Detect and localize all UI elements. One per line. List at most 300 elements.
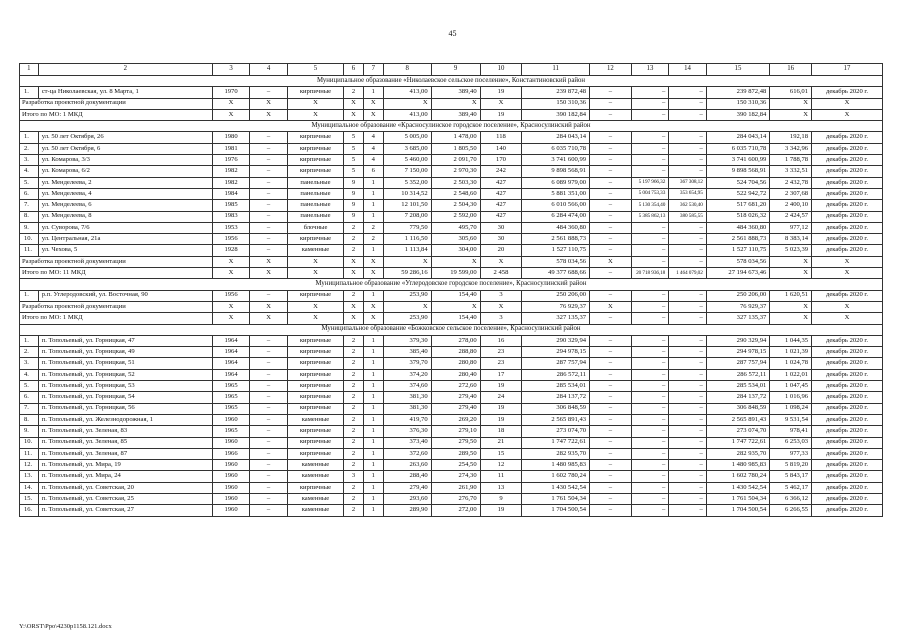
column-number: 14 (669, 64, 707, 76)
cell-c15: 285 534,01 (706, 381, 770, 392)
cell-c9: X (431, 256, 480, 267)
building-row (20, 471, 883, 482)
cell-c8: 381,30 (383, 403, 431, 414)
cell-c15: 273 074,70 (706, 426, 770, 437)
cell-c11: 2 565 891,43 (522, 414, 590, 425)
cell-c4: X (250, 313, 288, 324)
total-label: Итого по МО: 11 МКД (20, 268, 213, 279)
building-row (20, 155, 883, 166)
cell-c13: – (631, 448, 669, 459)
cell-c16: 6 266,55 (770, 505, 812, 516)
cell-c16: X (770, 301, 812, 312)
cell-c4: – (250, 290, 288, 301)
column-number: 3 (212, 64, 250, 76)
cell-c6: 2 (344, 392, 364, 403)
cell-c13: – (631, 493, 669, 504)
cell-c7: 1 (363, 505, 383, 516)
cell-c13: – (631, 301, 669, 312)
cell-c3: 1953 (212, 222, 250, 233)
cell-c14: – (669, 109, 707, 120)
row-number: 1. (20, 87, 39, 98)
cell-c8: X (383, 98, 431, 109)
cell-c6: X (344, 301, 364, 312)
cell-c11: 6 284 474,00 (522, 211, 590, 222)
cell-c15: 2 561 888,73 (706, 234, 770, 245)
municipality-title: Муниципальное образование «Углеродовское городское поселение», Красносулинский район (20, 279, 883, 290)
cell-c14: – (669, 369, 707, 380)
cell-c9: 280,40 (431, 369, 480, 380)
cell-c15: 306 848,59 (706, 403, 770, 414)
cell-c8: 7 150,00 (383, 166, 431, 177)
cell-c12: X (590, 256, 632, 267)
cell-c6: 9 (344, 188, 364, 199)
row-number: 2. (20, 347, 39, 358)
cell-c17: декабрь 2020 г. (812, 245, 883, 256)
cell-c14: – (669, 98, 707, 109)
cell-c9: 2 970,30 (431, 166, 480, 177)
cell-c16: 1 098,24 (770, 403, 812, 414)
cell-c4: X (250, 268, 288, 279)
cell-c14: – (669, 358, 707, 369)
cell-c13: – (631, 132, 669, 143)
cell-c3: 1982 (212, 177, 250, 188)
cell-c4: – (250, 460, 288, 471)
cell-c13: – (631, 234, 669, 245)
cell-c8: 379,30 (383, 335, 431, 346)
cell-c7: 1 (363, 200, 383, 211)
cell-c9: 272,00 (431, 505, 480, 516)
cell-c7: 1 (363, 471, 383, 482)
cell-c8: 10 314,52 (383, 188, 431, 199)
cell-c4: – (250, 505, 288, 516)
cell-c5: кирпичные (287, 392, 343, 403)
cell-c11: 284 043,14 (522, 132, 590, 143)
cell-c16: 1 021,39 (770, 347, 812, 358)
cell-c15: 517 681,20 (706, 200, 770, 211)
cell-c16: 1 788,78 (770, 155, 812, 166)
cell-c7: 1 (363, 414, 383, 425)
building-row (20, 166, 883, 177)
column-number: 8 (383, 64, 431, 76)
column-number: 6 (344, 64, 364, 76)
column-number: 9 (431, 64, 480, 76)
cell-c5: кирпичные (287, 87, 343, 98)
cell-c13: – (631, 155, 669, 166)
cell-c6: X (344, 109, 364, 120)
cell-c15: 284 137,72 (706, 392, 770, 403)
row-number: 6. (20, 188, 39, 199)
cell-c3: 1960 (212, 437, 250, 448)
cell-c10: 170 (480, 155, 522, 166)
building-address: п. Топольевый, ул. Горницкая, 52 (38, 369, 212, 380)
cell-c15: 522 942,72 (706, 188, 770, 199)
building-address: п. Топольевый, ул. Горницкая, 56 (38, 403, 212, 414)
building-address: п. Топольевый, ул. Советская, 27 (38, 505, 212, 516)
cell-c14: – (669, 347, 707, 358)
cell-c8: 373,40 (383, 437, 431, 448)
cell-c12: – (590, 234, 632, 245)
cell-c11: 2 561 888,73 (522, 234, 590, 245)
cell-c17: декабрь 2020 г. (812, 211, 883, 222)
cell-c11: 273 074,70 (522, 426, 590, 437)
cell-c15: 239 872,48 (706, 87, 770, 98)
cell-c16: 3 332,51 (770, 166, 812, 177)
cell-c5: кирпичные (287, 166, 343, 177)
cell-c11: 76 929,37 (522, 301, 590, 312)
cell-c7: 1 (363, 392, 383, 403)
cell-c9: 279,40 (431, 403, 480, 414)
building-row (20, 381, 883, 392)
cell-c8: 374,60 (383, 381, 431, 392)
cell-c8: 779,50 (383, 222, 431, 233)
cell-c9: 254,50 (431, 460, 480, 471)
cell-c16: X (770, 109, 812, 120)
cell-c12: – (590, 381, 632, 392)
cell-c17: декабрь 2020 г. (812, 403, 883, 414)
cell-c8: 413,00 (383, 109, 431, 120)
cell-c10: 21 (480, 437, 522, 448)
cell-c6: 2 (344, 381, 364, 392)
cell-c10: 427 (480, 211, 522, 222)
cell-c6: 2 (344, 505, 364, 516)
cell-c9: 154,40 (431, 290, 480, 301)
cell-c17: декабрь 2020 г. (812, 369, 883, 380)
cell-c3: 1956 (212, 234, 250, 245)
cell-c10: 140 (480, 143, 522, 154)
building-address: п. Топольевый, ул. Мира, 19 (38, 460, 212, 471)
cell-c16: 5 023,39 (770, 245, 812, 256)
cell-c17: X (812, 109, 883, 120)
cell-c12: – (590, 335, 632, 346)
building-address: п. Топольевый, ул. Горницкая, 51 (38, 358, 212, 369)
cell-c11: 49 377 688,66 (522, 268, 590, 279)
cell-c13: – (631, 222, 669, 233)
cell-c9: 276,70 (431, 493, 480, 504)
cell-c9: 1 478,00 (431, 132, 480, 143)
cell-c8: 374,20 (383, 369, 431, 380)
cell-c4: – (250, 493, 288, 504)
cell-c10: 16 (480, 335, 522, 346)
cell-c11: 1 602 780,24 (522, 471, 590, 482)
cell-c7: 1 (363, 426, 383, 437)
building-row (20, 369, 883, 380)
column-number: 4 (250, 64, 288, 76)
cell-c13: – (631, 414, 669, 425)
cell-c3: X (212, 313, 250, 324)
cell-c3: 1928 (212, 245, 250, 256)
cell-c6: 2 (344, 482, 364, 493)
cell-c8: 5 005,00 (383, 132, 431, 143)
cell-c3: 1956 (212, 290, 250, 301)
cell-c5: каменные (287, 493, 343, 504)
cell-c11: 578 034,56 (522, 256, 590, 267)
cell-c13: – (631, 460, 669, 471)
cell-c15: 9 898 568,91 (706, 166, 770, 177)
design-documentation-row (20, 256, 883, 267)
cell-c14: – (669, 460, 707, 471)
cell-c5: кирпичные (287, 335, 343, 346)
cell-c17: X (812, 268, 883, 279)
cell-c17: декабрь 2020 г. (812, 290, 883, 301)
cell-c10: 19 (480, 109, 522, 120)
cell-c12: – (590, 245, 632, 256)
cell-c16: 616,01 (770, 87, 812, 98)
cell-c4: – (250, 347, 288, 358)
cell-c10: 242 (480, 166, 522, 177)
cell-c6: 9 (344, 200, 364, 211)
municipality-header-row (20, 279, 883, 290)
cell-c9: 289,50 (431, 448, 480, 459)
cell-c8: 293,60 (383, 493, 431, 504)
cell-c16: 1 047,45 (770, 381, 812, 392)
cell-c5: кирпичные (287, 482, 343, 493)
cell-c5: каменные (287, 505, 343, 516)
cell-c15: 1 527 110,75 (706, 245, 770, 256)
cell-c10: 20 (480, 245, 522, 256)
cell-c4: X (250, 98, 288, 109)
cell-c9: X (431, 98, 480, 109)
cell-c10: 12 (480, 460, 522, 471)
cell-c7: 2 (363, 234, 383, 245)
cell-c10: 30 (480, 234, 522, 245)
cell-c9: 2 592,00 (431, 211, 480, 222)
building-address: ул. Чехова, 5 (38, 245, 212, 256)
cell-c8: 263,60 (383, 460, 431, 471)
cell-c14: – (669, 143, 707, 154)
cell-c9: 2 504,30 (431, 200, 480, 211)
cell-c6: X (344, 313, 364, 324)
cell-c4: – (250, 403, 288, 414)
cell-c5: кирпичные (287, 426, 343, 437)
cell-c11: 1 747 722,61 (522, 437, 590, 448)
building-row (20, 222, 883, 233)
building-address: ул. Центральная, 21а (38, 234, 212, 245)
cell-c16: 5 819,20 (770, 460, 812, 471)
building-row (20, 87, 883, 98)
cell-c12: – (590, 143, 632, 154)
cell-c9: 2 503,30 (431, 177, 480, 188)
cell-c5: кирпичные (287, 290, 343, 301)
cell-c5: блочные (287, 222, 343, 233)
cell-c6: X (344, 268, 364, 279)
cell-c6: X (344, 256, 364, 267)
cell-c15: 1 430 542,54 (706, 482, 770, 493)
cell-c5: каменные (287, 471, 343, 482)
cell-c8: 12 101,50 (383, 200, 431, 211)
cell-c7: X (363, 313, 383, 324)
cell-c5: кирпичные (287, 403, 343, 414)
cell-c15: 286 572,11 (706, 369, 770, 380)
municipality-header-row (20, 324, 883, 335)
cell-c6: 9 (344, 177, 364, 188)
row-number: 7. (20, 403, 39, 414)
cell-c9: X (431, 301, 480, 312)
cell-c3: 1965 (212, 381, 250, 392)
cell-c5: кирпичные (287, 155, 343, 166)
cell-c5: панельные (287, 211, 343, 222)
cell-c12: – (590, 358, 632, 369)
design-documentation-label: Разработка проектной документации (20, 256, 213, 267)
cell-c13: – (631, 505, 669, 516)
building-address: п. Топольевый, ул. Горницкая, 54 (38, 392, 212, 403)
cell-c5: кирпичные (287, 347, 343, 358)
cell-c17: декабрь 2020 г. (812, 177, 883, 188)
cell-c16: 8 383,14 (770, 234, 812, 245)
cell-c17: декабрь 2020 г. (812, 358, 883, 369)
row-number: 9. (20, 222, 39, 233)
cell-c4: – (250, 200, 288, 211)
cell-c11: 285 534,01 (522, 381, 590, 392)
cell-c10: 11 (480, 471, 522, 482)
cell-c14: – (669, 245, 707, 256)
cell-c16: X (770, 98, 812, 109)
cell-c12: – (590, 471, 632, 482)
row-number: 5. (20, 381, 39, 392)
cell-c13: – (631, 381, 669, 392)
cell-c4: – (250, 448, 288, 459)
cell-c7: 1 (363, 448, 383, 459)
cell-c16: 1 016,96 (770, 392, 812, 403)
cell-c4: – (250, 143, 288, 154)
cell-c16: 2 307,68 (770, 188, 812, 199)
design-documentation-label: Разработка проектной документации (20, 98, 213, 109)
cell-c10: 13 (480, 482, 522, 493)
cell-c9: 2 091,70 (431, 155, 480, 166)
cell-c6: 2 (344, 358, 364, 369)
cell-c5: кирпичные (287, 234, 343, 245)
building-address: р.п. Углеродовский, ул. Восточная, 90 (38, 290, 212, 301)
cell-c9: 279,10 (431, 426, 480, 437)
row-number: 3. (20, 155, 39, 166)
cell-c9: 278,00 (431, 335, 480, 346)
cell-c14: 362 530,40 (669, 200, 707, 211)
cell-c3: 1960 (212, 460, 250, 471)
cell-c4: – (250, 414, 288, 425)
cell-c16: 2 432,78 (770, 177, 812, 188)
column-number: 1 (20, 64, 39, 76)
cell-c6: 2 (344, 222, 364, 233)
cell-c17: декабрь 2020 г. (812, 132, 883, 143)
cell-c16: 1 022,01 (770, 369, 812, 380)
cell-c12: – (590, 493, 632, 504)
cell-c13: – (631, 87, 669, 98)
row-number: 13. (20, 471, 39, 482)
cell-c14: – (669, 426, 707, 437)
building-address: п. Топольевый, ул. Советская, 25 (38, 493, 212, 504)
cell-c10: 19 (480, 381, 522, 392)
cell-c11: 286 572,11 (522, 369, 590, 380)
cell-c12: – (590, 313, 632, 324)
cell-c6: 2 (344, 335, 364, 346)
building-row (20, 426, 883, 437)
cell-c8: 413,00 (383, 87, 431, 98)
building-row (20, 211, 883, 222)
building-address: ул. Комарова, 3/3 (38, 155, 212, 166)
building-row (20, 460, 883, 471)
cell-c8: X (383, 256, 431, 267)
footer-file-path: Y:\ORST\Ppo\4230p1158.121.docx (19, 623, 112, 630)
cell-c12: – (590, 87, 632, 98)
cell-c7: 1 (363, 482, 383, 493)
cell-c3: 1960 (212, 482, 250, 493)
cell-c3: 1984 (212, 188, 250, 199)
cell-c11: 3 741 600,99 (522, 155, 590, 166)
cell-c17: декабрь 2020 г. (812, 143, 883, 154)
row-number: 5. (20, 177, 39, 188)
cell-c9: 2 548,60 (431, 188, 480, 199)
cell-c17: декабрь 2020 г. (812, 87, 883, 98)
cell-c16: 6 253,03 (770, 437, 812, 448)
building-address: п. Топольевый, ул. Горницкая, 53 (38, 381, 212, 392)
cell-c9: 1 805,50 (431, 143, 480, 154)
cell-c12: – (590, 98, 632, 109)
row-number: 12. (20, 460, 39, 471)
cell-c17: X (812, 256, 883, 267)
building-address: ул. Менделеева, 8 (38, 211, 212, 222)
row-number: 1. (20, 132, 39, 143)
cell-c12: – (590, 347, 632, 358)
cell-c11: 1 527 110,75 (522, 245, 590, 256)
municipality-title: Муниципальное образование «Николаевское сельское поселение», Константиновский район (20, 76, 883, 87)
cell-c5: панельные (287, 200, 343, 211)
cell-c14: – (669, 301, 707, 312)
cell-c4: X (250, 109, 288, 120)
row-number: 8. (20, 211, 39, 222)
cell-c10: 3 (480, 313, 522, 324)
cell-c11: 284 137,72 (522, 392, 590, 403)
cell-c6: 2 (344, 460, 364, 471)
building-address: ст-ца Николаевская, ул. 8 Марта, 1 (38, 87, 212, 98)
housing-repair-table (19, 63, 883, 517)
cell-c14: – (669, 392, 707, 403)
cell-c7: X (363, 109, 383, 120)
cell-c3: 1985 (212, 200, 250, 211)
cell-c11: 6 010 566,00 (522, 200, 590, 211)
building-row (20, 392, 883, 403)
building-address: п. Топольевый, ул. Железнодорожная, 1 (38, 414, 212, 425)
cell-c7: 1 (363, 437, 383, 448)
cell-c10: 427 (480, 188, 522, 199)
cell-c12: – (590, 132, 632, 143)
cell-c3: 1960 (212, 414, 250, 425)
cell-c3: 1966 (212, 448, 250, 459)
row-number: 4. (20, 166, 39, 177)
cell-c12: – (590, 155, 632, 166)
cell-c4: – (250, 234, 288, 245)
cell-c7: 1 (363, 403, 383, 414)
cell-c10: X (480, 301, 522, 312)
building-row (20, 414, 883, 425)
municipality-total-row (20, 109, 883, 120)
cell-c4: X (250, 256, 288, 267)
building-row (20, 437, 883, 448)
cell-c17: декабрь 2020 г. (812, 166, 883, 177)
cell-c14: 380 585,55 (669, 211, 707, 222)
building-row (20, 143, 883, 154)
row-number: 4. (20, 369, 39, 380)
cell-c13: – (631, 347, 669, 358)
municipality-title: Муниципальное образование «Божковское сельское поселение», Красносулинский район (20, 324, 883, 335)
cell-c7: 1 (363, 188, 383, 199)
building-address: п. Топольевый, ул. Горницкая, 47 (38, 335, 212, 346)
cell-c7: 2 (363, 222, 383, 233)
cell-c14: – (669, 448, 707, 459)
cell-c13: – (631, 245, 669, 256)
cell-c8: 7 208,00 (383, 211, 431, 222)
cell-c14: – (669, 132, 707, 143)
cell-c6: 2 (344, 448, 364, 459)
cell-c15: 287 757,94 (706, 358, 770, 369)
